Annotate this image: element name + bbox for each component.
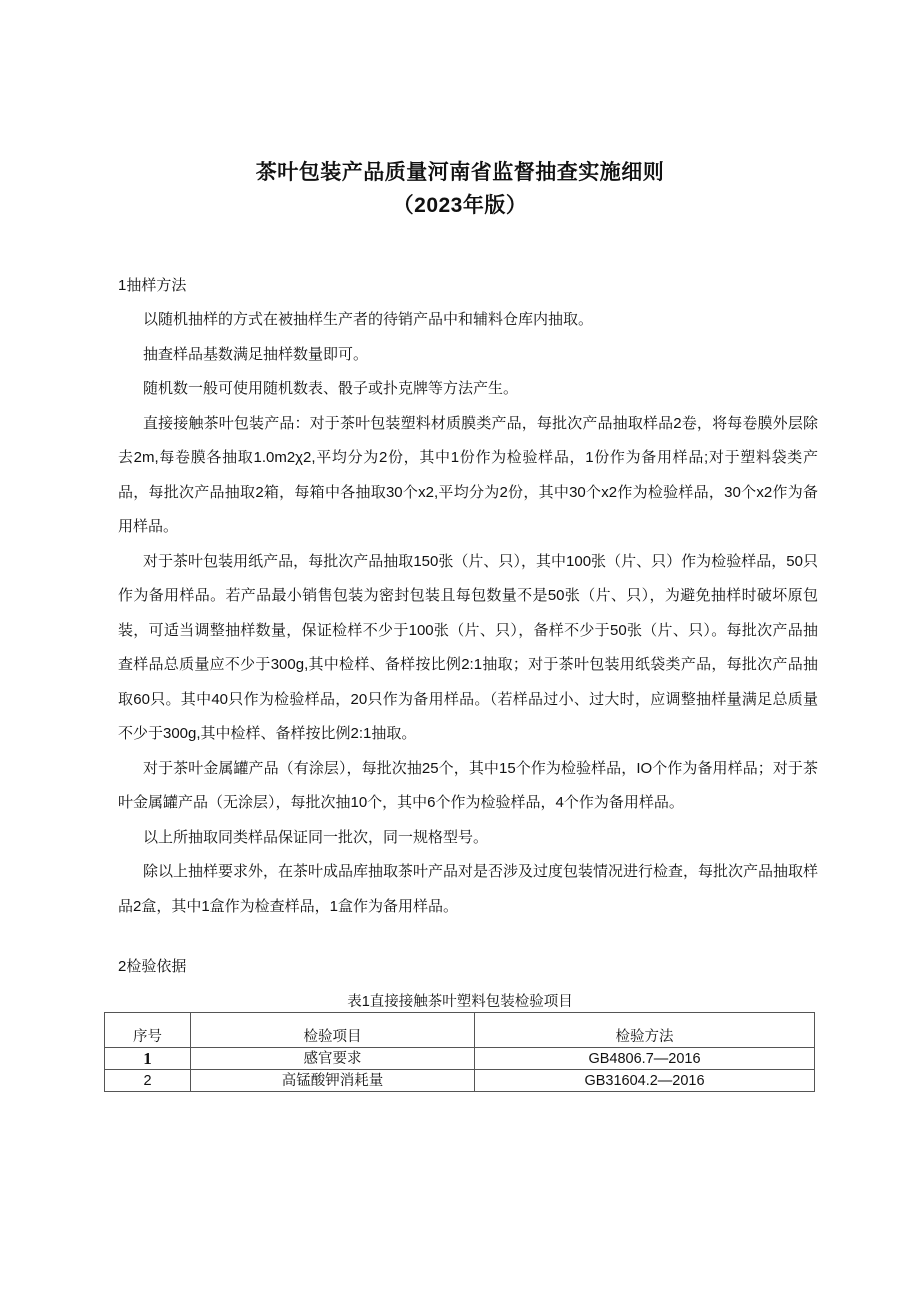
table-caption: 表1直接接触茶叶塑料包装检验项目	[347, 994, 573, 1010]
cell-method: GB31604.2—2016	[475, 1070, 815, 1092]
cell-method: GB4806.7—2016	[475, 1048, 815, 1070]
header-method: 检验方法	[475, 1013, 815, 1048]
paragraph: 对于茶叶金属罐产品（有涂层），每批次抽25个，其中15个作为检验样品，IO个作为备用样品；对于茶叶金属罐产品（无涂层），每批次抽10个，其中6个作为检验样品，4个作为备用样品。	[118, 759, 818, 811]
cell-item: 感官要求	[191, 1048, 475, 1070]
paragraph: 直接接触茶叶包装产品：对于茶叶包装塑料材质膜类产品，每批次产品抽取样品2卷，将每卷膜外层除去2m,每卷膜各抽取1.0m2χ2,平均分为2份，其中1份作为检验样品，1份作为备用样品;对于塑料袋类产品，每批次产品抽取2箱，每箱中各抽取30个x2,平均分为2份，其中30个x2作为检验样品，30个x2作为备用样品。	[118, 414, 818, 535]
cell-index: 2	[105, 1070, 191, 1092]
paragraph: 对于茶叶包装用纸产品，每批次产品抽取150张（片、只），其中100张（片、只）作为检验样品，50只作为备用样品。若产品最小销售包装为密封包装且每包数量不是50张（片、只），为避免抽样时破坏原包装，可适当调整抽样数量，保证检样不少于100张（片、只），备样不少于50张（片、只）。每批次产品抽查样品总质量应不少于300g,其中检样、备样按比例2:1抽取；对于茶叶包装用纸袋类产品，每批次产品抽取60只。其中40只作为检验样品，20只作为备用样品。（若样品过小、过大时，应调整抽样量满足总质量不少于300g,其中检样、备样按比例2:1抽取。	[118, 552, 818, 742]
inspection-table	[104, 1012, 815, 1092]
document-title: 茶叶包装产品质量河南省监督抽查实施细则	[255, 161, 665, 184]
header-item: 检验项目	[191, 1013, 475, 1048]
paragraph: 抽查样品基数满足抽样数量即可。	[143, 345, 369, 363]
table-row	[105, 1048, 815, 1070]
section-heading-sampling: 1抽样方法	[118, 277, 187, 294]
section-heading-basis: 2检验依据	[118, 958, 187, 975]
cell-item: 高锰酸钾消耗量	[191, 1070, 475, 1092]
document-title-year: （2023年版）	[392, 194, 528, 217]
paragraph: 以随机抽样的方式在被抽样生产者的待销产品中和辅料仓库内抽取。	[143, 311, 594, 328]
table-header-row	[105, 1013, 815, 1048]
paragraph: 除以上抽样要求外，在茶叶成品库抽取茶叶产品对是否涉及过度包装情况进行检查，每批次产品抽取样品2盒，其中1盒作为检查样品，1盒作为备用样品。	[118, 863, 819, 915]
cell-index: 1	[105, 1048, 191, 1070]
header-index: 序号	[105, 1013, 191, 1048]
paragraph: 以上所抽取同类样品保证同一批次，同一规格型号。	[143, 828, 489, 846]
table-row	[105, 1070, 815, 1092]
sampling-body	[118, 303, 818, 924]
paragraph: 随机数一般可使用随机数表、骰子或扑克牌等方法产生。	[143, 380, 519, 397]
